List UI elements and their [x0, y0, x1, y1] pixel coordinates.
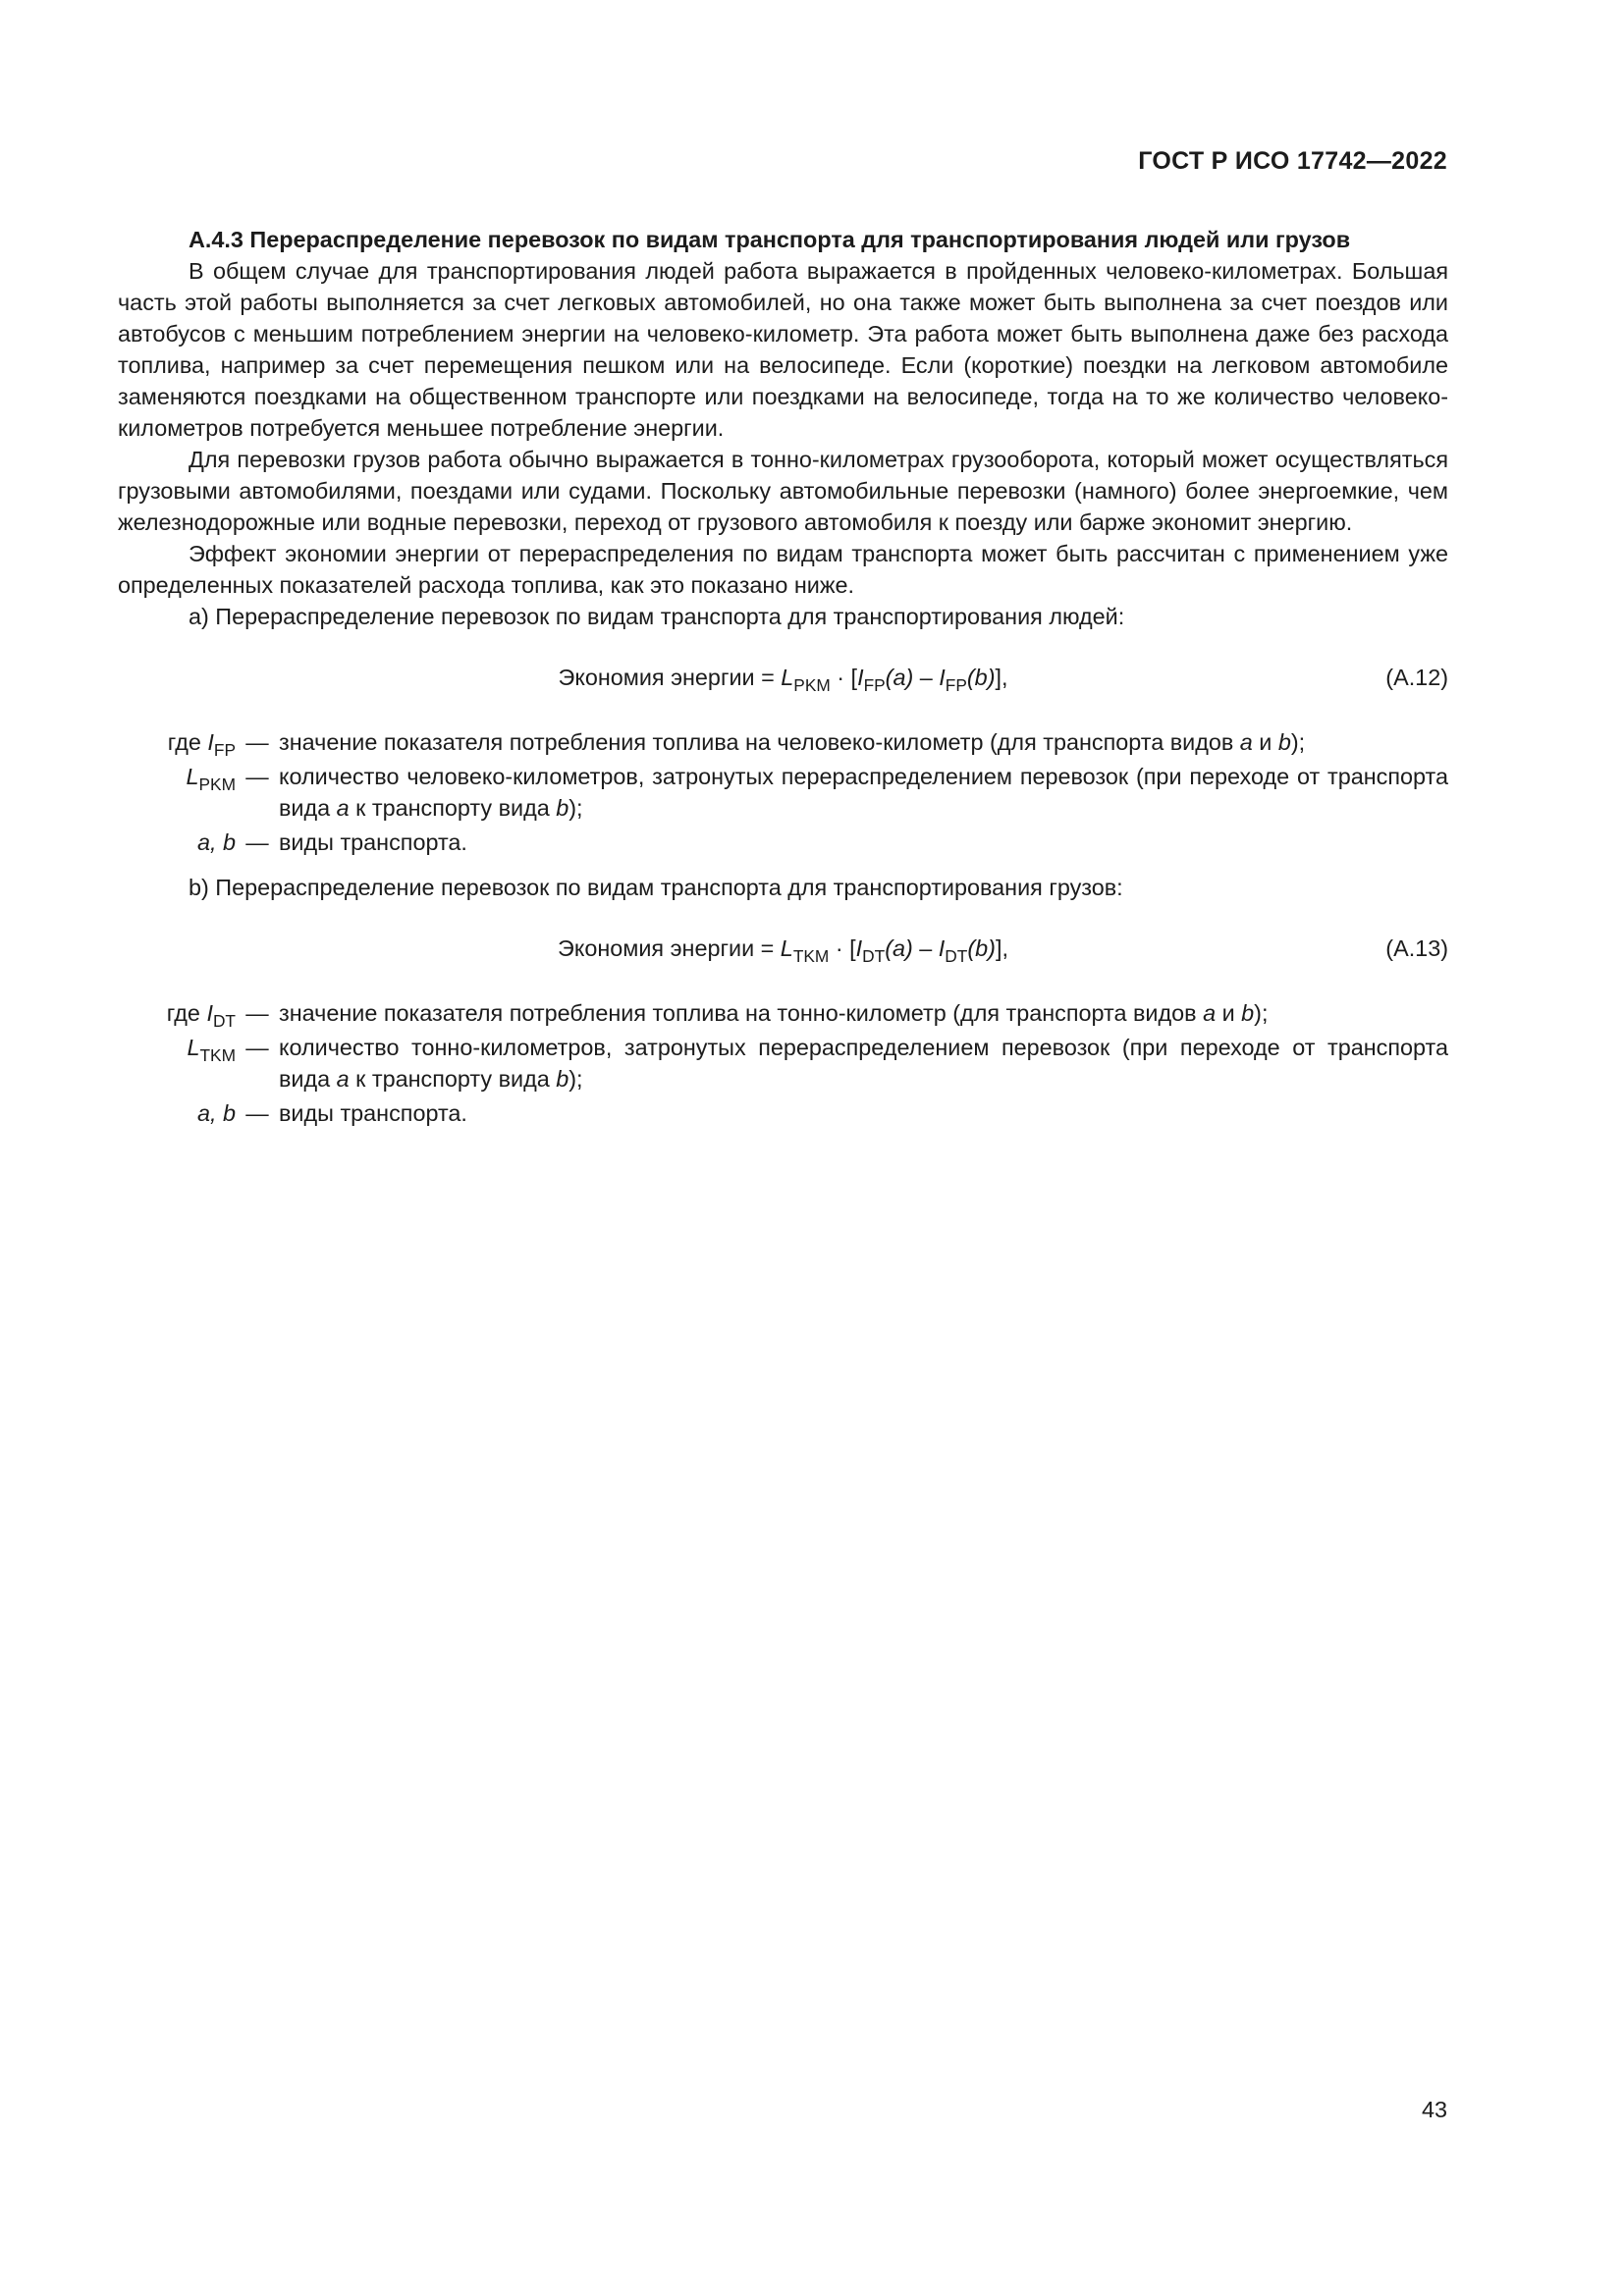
paragraph: Для перевозки грузов работа обычно выражается в тонно-километрах грузооборота, который может осуществляться грузовыми автомобилями, поездами или судами. Поскольку автомобильные перевозки (намного) более энергоемкие, чем железнодорожные или водные перевозки, переход от грузового автомобиля к поезду или барже экономит энергию.: [118, 447, 1448, 535]
formula-a12: [118, 658, 1448, 697]
definition-dash: —: [245, 729, 269, 755]
definition-row: [118, 761, 1448, 824]
definition-symbol: $L_{TKM}$: [187, 1035, 236, 1066]
definition-row: [118, 1097, 1448, 1129]
definition-symbol: $L_{PKM}$: [186, 764, 236, 795]
paragraph: Эффект экономии энергии от перераспределения по видам транспорта может быть рассчитан с применением уже определенных показателей расхода топлива, как это показано ниже.: [118, 541, 1448, 598]
definition-text: значение показателя потребления топлива на человеко-километр (для транспорта видов a и b);: [279, 729, 1306, 755]
page-number: 43: [1421, 2097, 1447, 2122]
definition-row: [118, 997, 1448, 1032]
definition-symbol: где $I_{DT}$: [166, 1000, 236, 1032]
definition-symbol: a, b: [196, 829, 236, 855]
definition-text: количество тонно-километров, затронутых перераспределением перевозок (при переходе от транспорта вида a к транспорту вида b);: [279, 1035, 1448, 1092]
definitions-b: [118, 997, 1448, 1129]
formula-expression: Экономия энергии = $L_{PKM} \cdot [I_{FP}(a) - I_{FP}(b)]$,: [558, 665, 1008, 696]
definition-row: [118, 726, 1448, 761]
definition-dash: —: [245, 764, 269, 789]
definition-dash: —: [245, 1035, 269, 1060]
definition-row: [118, 1032, 1448, 1095]
formula-expression: Экономия энергии = $L_{TKM} \cdot [I_{DT}(a) - I_{DT}(b)]$,: [558, 935, 1008, 967]
definition-row: [118, 827, 1448, 858]
definition-dash: —: [245, 1100, 269, 1126]
document-header: ГОСТ Р ИСО 17742—2022: [1138, 147, 1447, 175]
definition-dash: —: [245, 1000, 269, 1026]
definition-symbol: где $I_{FP}$: [167, 729, 236, 761]
definitions-a: [118, 726, 1448, 858]
paragraph: В общем случае для транспортирования людей работа выражается в пройденных человеко-километрах. Большая часть этой работы выполняется за счет легковых автомобилей, но она также может быть выполнена за счет поездов или автобусов с меньшим потреблением энергии на человеко-километр. Эта работа может быть выполнена даже без расхода топлива, например за счет перемещения пешком или на велосипеде. Если (короткие) поездки на легковом автомобиле заменяются поездками на общественном транспорте или поездками на велосипеде, тогда на то же количество человеко-километров потребуется меньшее потребление энергии.: [118, 258, 1448, 441]
definition-symbol: a, b: [196, 1100, 236, 1126]
formula-number: (А.12): [1385, 665, 1448, 690]
definition-text: количество человеко-километров, затронутых перераспределением перевозок (при переходе от транспорта вида a к транспорту вида b);: [279, 764, 1448, 821]
definition-dash: —: [245, 829, 269, 855]
list-item-a: a) Перераспределение перевозок по видам транспорта для транспортирования людей:: [189, 604, 1125, 629]
definition-text: значение показателя потребления топлива на тонно-километр (для транспорта видов a и b);: [279, 1000, 1269, 1026]
section-title: А.4.3 Перераспределение перевозок по видам транспорта для транспортирования людей или грузов: [189, 227, 1351, 252]
formula-number: (А.13): [1385, 935, 1448, 961]
formula-a13: [118, 929, 1448, 968]
definition-text: виды транспорта.: [279, 1100, 467, 1126]
list-item-b: b) Перераспределение перевозок по видам транспорта для транспортирования грузов:: [189, 875, 1123, 900]
document-body: [118, 224, 1448, 1129]
definition-text: виды транспорта.: [279, 829, 467, 855]
